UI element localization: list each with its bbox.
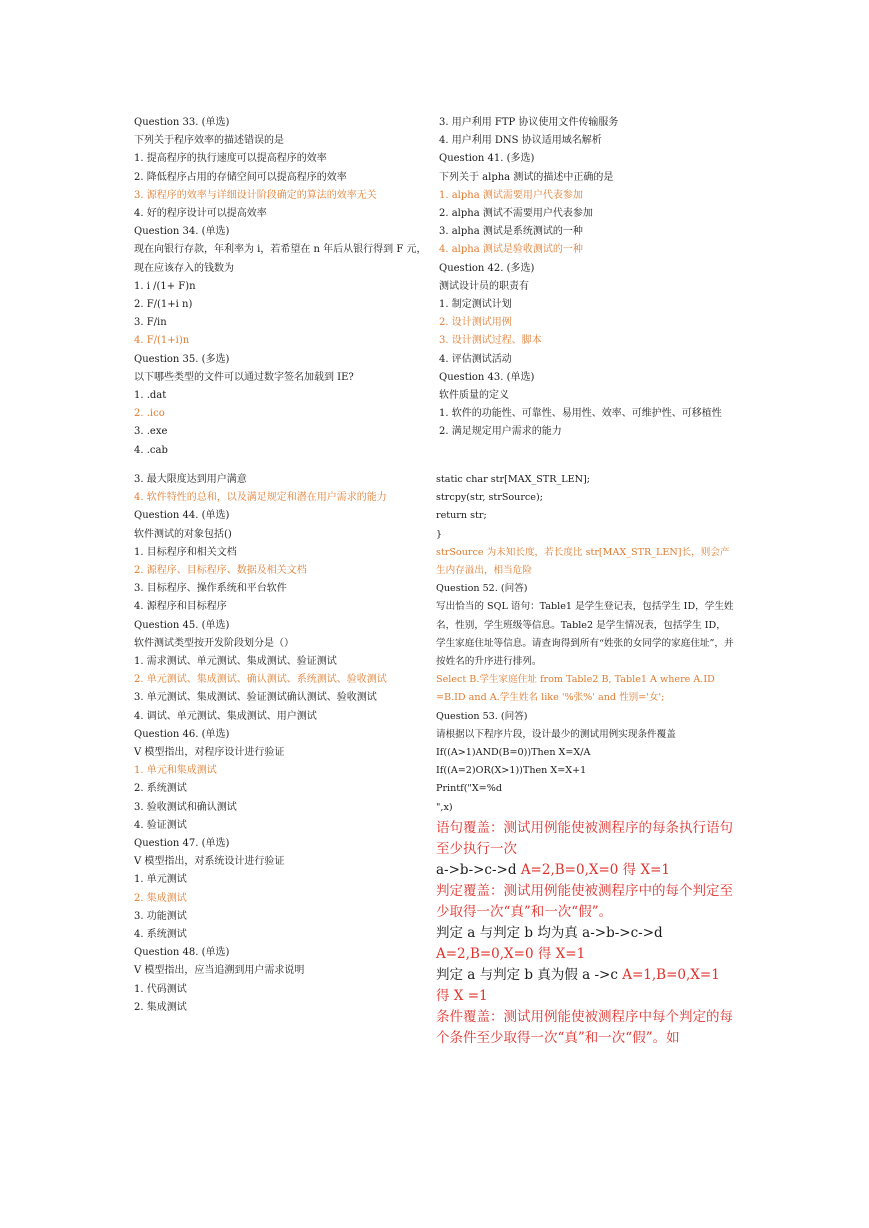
text-line: 2. 系统测试	[134, 783, 187, 795]
decision-false-label: 判定 a 与判定 b 真为假 a ->c	[436, 966, 623, 983]
text-line: Question 34. (单选)	[134, 226, 230, 238]
text-line: 2. .ico	[134, 408, 165, 420]
top-left-column	[134, 114, 434, 460]
text-line: 现在向银行存款，年利率为 i，若希望在 n 年后从银行得到 F 元，	[134, 244, 427, 256]
text-line: Question 46. (单选)	[134, 728, 230, 740]
text-line: 1. 软件的功能性、可靠性、易用性、效率、可维护性、可移植性	[439, 408, 722, 420]
text-line: 3. 验收测试和确认测试	[134, 801, 237, 813]
text-line: 2. 设计测试用例	[439, 317, 512, 329]
text-line: 4. 软件特性的总和，以及满足规定和潜在用户需求的能力	[134, 492, 387, 504]
text-line: Question 33. (单选)	[134, 117, 230, 128]
text-line: 2. F/(1+i n)	[134, 299, 193, 311]
text-line: 3. 源程序的效率与详细设计阶段确定的算法的效率无关	[134, 189, 377, 201]
text-line: 4. 系统测试	[134, 929, 187, 941]
text-line: Question 48. (单选)	[134, 947, 230, 959]
text-line: 3. .exe	[134, 426, 168, 438]
text-line: If((A=2)OR(X>1))Then X=X+1	[436, 765, 587, 777]
text-line: 4. 评估测试活动	[439, 353, 512, 365]
text-line: static char str[MAX_STR_LEN];	[436, 474, 590, 485]
text-line: Question 44. (单选)	[134, 510, 230, 522]
text-line: 2. 源程序、目标程序、数据及相关文档	[134, 565, 307, 577]
path-text: a->b->c->d	[436, 861, 521, 878]
statement-coverage-path	[436, 860, 734, 881]
text-line: strSource 为未知长度，若长度比 str[MAX_STR_LEN]长，则会产生内存溢出，相当危险	[436, 546, 730, 577]
text-line: 3. F/in	[134, 317, 167, 329]
code-and-qa-block	[436, 471, 734, 817]
text-line: 4. 好的程序设计可以提高效率	[134, 208, 267, 220]
text-line: 4. alpha 测试是验收测试的一种	[439, 244, 583, 256]
text-line: 写出恰当的 SQL 语句：Table1 是学生登记表，包括学生 ID，学生姓名，性别，学生班级等信息。Table2 是学生情况表，包括学生 ID，学生家庭住址等信息。请查询得到所有“姓张的女同学的家庭住址”，并按姓名的升序进行排列。	[436, 601, 734, 668]
text-line: 2. 集成测试	[134, 1001, 187, 1013]
text-line: 1. 提高程序的执行速度可以提高程序的效率	[134, 153, 327, 165]
text-line: 3. 单元测试、集成测试、验证测试确认测试、验收测试	[134, 692, 377, 704]
text-line: Question 47. (单选)	[134, 838, 230, 850]
decision-true-label: 判定 a 与判定 b 均为真 a->b->c->d	[436, 924, 663, 941]
text-line: 1. 代码测试	[134, 983, 187, 995]
text-line: 以下哪些类型的文件可以通过数字签名加载到 IE?	[134, 371, 354, 383]
text-line: 3. 目标程序、操作系统和平台软件	[134, 583, 287, 595]
text-line: 2. 单元测试、集成测试、确认测试、系统测试、验收测试	[134, 674, 387, 686]
case-values: A=2,B=0,X=0 得 X=1	[520, 861, 670, 878]
text-line: 软件测试类型按开发阶段划分是（）	[134, 637, 294, 649]
text-line: return str;	[436, 510, 487, 522]
text-line: 1. 需求测试、单元测试、集成测试、验证测试	[134, 656, 337, 668]
text-line: Question 35. (多选)	[134, 353, 230, 365]
text-line: 测试设计员的职责有	[439, 280, 529, 292]
text-line: V 模型指出，应当追溯到用户需求说明	[134, 965, 305, 977]
text-line: strcpy(str, strSource);	[436, 492, 543, 504]
text-line: Question 45. (单选)	[134, 619, 230, 631]
bottom-left-column	[134, 471, 434, 1017]
text-line: ",x)	[436, 801, 453, 813]
text-line: 软件质量的定义	[439, 390, 509, 402]
text-line: 软件测试的对象包括()	[134, 528, 232, 540]
text-line: 1. i /(1+ F)n	[134, 280, 196, 292]
text-line: 3. alpha 测试是系统测试的一种	[439, 226, 583, 238]
text-line: 4. F/(1+i)n	[134, 335, 190, 347]
text-line: 2. 满足规定用户需求的能力	[439, 426, 562, 438]
text-line: 下列关于程序效率的描述错误的是	[134, 135, 284, 147]
text-line: 2. 降低程序占用的存储空间可以提高程序的效率	[134, 171, 347, 183]
text-line: Select B.学生家庭住址 from Table2 B, Table1 A where A.ID =B.ID and A.学生姓名 like '%张%' and 性别='女';	[436, 674, 715, 704]
decision-true-values: A=2,B=0,X=0 得 X=1	[436, 945, 586, 962]
text-line: 1. 目标程序和相关文档	[134, 546, 237, 558]
text-line: 3. 设计测试过程、脚本	[439, 335, 542, 347]
decision-false-case	[436, 965, 734, 1007]
text-line: }	[436, 528, 443, 540]
text-line: 4. 源程序和目标程序	[134, 601, 227, 613]
text-line: 4. .cab	[134, 444, 168, 456]
condition-coverage-text: 条件覆盖：测试用例能使被测程序中每个判定的每个条件至少取得一次“真”和一次“假”。如	[436, 1008, 733, 1046]
text-line: If((A>1)AND(B=0))Then X=X/A	[436, 747, 591, 759]
text-line: 1. 制定测试计划	[439, 299, 512, 311]
decision-false-values: A=1,B=0,X=1 得 X =1	[436, 966, 720, 1004]
decision-coverage-text: 判定覆盖：测试用例能使被测程序中的每个判定至少取得一次“真”和一次“假”。	[436, 882, 733, 920]
text-line: 请根据以下程序片段，设计最少的测试用例实现条件覆盖	[436, 728, 676, 740]
text-line: 下列关于 alpha 测试的描述中正确的是	[439, 171, 614, 183]
text-line: 4. 验证测试	[134, 819, 187, 831]
decision-true-case	[436, 923, 734, 965]
text-line: 4. 用户利用 DNS 协议适用域名解析	[439, 135, 602, 147]
text-line: 1. 单元和集成测试	[134, 765, 217, 777]
text-line: Question 52. (问答)	[436, 583, 528, 595]
statement-coverage-text: 语句覆盖：测试用例能使被测程序的每条执行语句至少执行一次	[436, 819, 733, 857]
text-line: V 模型指出，对程序设计进行验证	[134, 747, 285, 759]
text-line: 3. 功能测试	[134, 910, 187, 922]
coverage-answer-block	[436, 818, 734, 1049]
text-line: Question 42. (多选)	[439, 262, 535, 274]
text-line: Printf("X=%d	[436, 783, 502, 795]
text-line: 3. 最大限度达到用户满意	[134, 474, 247, 485]
top-right-column	[439, 114, 749, 442]
text-line: V 模型指出，对系统设计进行验证	[134, 856, 285, 868]
text-line: 3. 用户利用 FTP 协议使用文件传输服务	[439, 117, 619, 128]
text-line: 4. 调试、单元测试、集成测试、用户测试	[134, 710, 317, 722]
bottom-right-column	[436, 471, 734, 1049]
text-line: 1. .dat	[134, 390, 167, 402]
text-line: 1. alpha 测试需要用户代表参加	[439, 189, 583, 201]
text-line: 现在应该存入的钱数为	[134, 262, 234, 274]
text-line: 1. 单元测试	[134, 874, 187, 886]
text-line: 2. 集成测试	[134, 892, 187, 904]
text-line: 2. alpha 测试不需要用户代表参加	[439, 208, 593, 220]
text-line: Question 53. (问答)	[436, 710, 528, 722]
text-line: Question 41. (多选)	[439, 153, 535, 165]
text-line: Question 43. (单选)	[439, 371, 535, 383]
